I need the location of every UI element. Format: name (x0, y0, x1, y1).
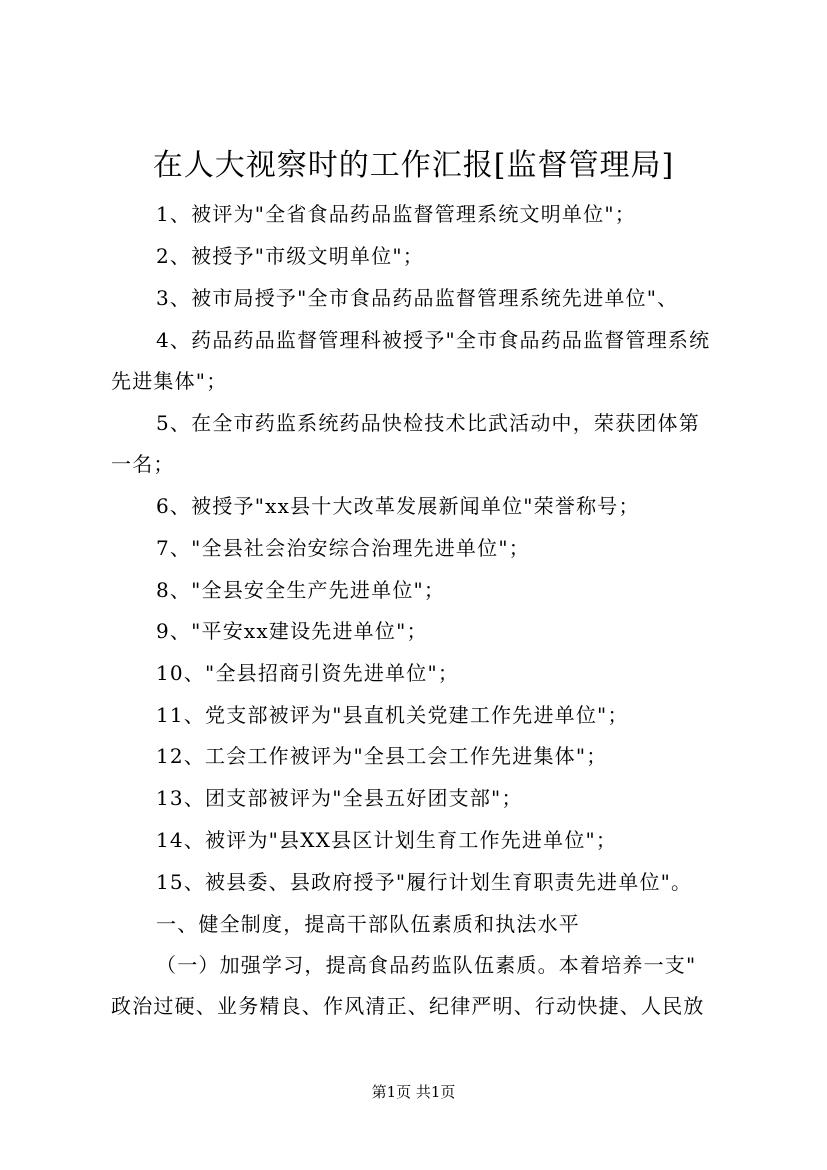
paragraph-line-14: 12、工会工作被评为"全县工会工作先进集体"； (156, 744, 608, 768)
paragraph-line-11: 9、"平安xx建设先进单位"； (156, 619, 428, 643)
paragraph-line-17: 15、被县委、县政府授予"履行计划生育职责先进单位"。 (156, 870, 693, 894)
paragraph-line-6: 5、在全市药监系统药品快检技术比武活动中，荣获团体第 (156, 411, 700, 435)
paragraph-line-15: 13、团支部被评为"全县五好团支部"； (156, 786, 523, 810)
page-title: 在人大视察时的工作汇报[监督管理局] (152, 148, 675, 183)
paragraph-line-13: 11、党支部被评为"县直机关党建工作先进单位"； (156, 703, 629, 727)
paragraph-line-5: 先进集体"； (111, 369, 228, 393)
paragraph-line-8: 6、被授予"xx县十大改革发展新闻单位"荣誉称号； (156, 494, 640, 518)
paragraph-line-2: 2、被授予"市级文明单位"； (156, 244, 424, 268)
paragraph-line-12: 10、"全县招商引资先进单位"； (156, 661, 460, 685)
paragraph-line-19: 政治过硬、业务精良、作风清正、纪律严明、行动快捷、人民放 (111, 994, 705, 1018)
paragraph-line-18: （一）加强学习，提高食品药监队伍素质。本着培养一支" (156, 953, 697, 977)
paragraph-line-9: 7、"全县社会治安综合治理先进单位"； (156, 536, 530, 560)
page-footer: 第1页 共1页 (371, 1083, 456, 1101)
section-heading-1: 一、健全制度，提高干部队伍素质和执法水平 (156, 912, 580, 936)
paragraph-line-7: 一名； (111, 452, 175, 476)
paragraph-line-10: 8、"全县安全生产先进单位"； (156, 578, 446, 602)
paragraph-line-3: 3、被市局授予"全市食品药品监督管理系统先进单位"、 (156, 286, 679, 310)
paragraph-line-16: 14、被评为"县XX县区计划生育工作先进单位"； (156, 828, 618, 852)
paragraph-line-1: 1、被评为"全省食品药品监督管理系统文明单位"； (156, 202, 636, 226)
paragraph-line-4: 4、药品药品监督管理科被授予"全市食品药品监督管理系统 (156, 328, 711, 352)
